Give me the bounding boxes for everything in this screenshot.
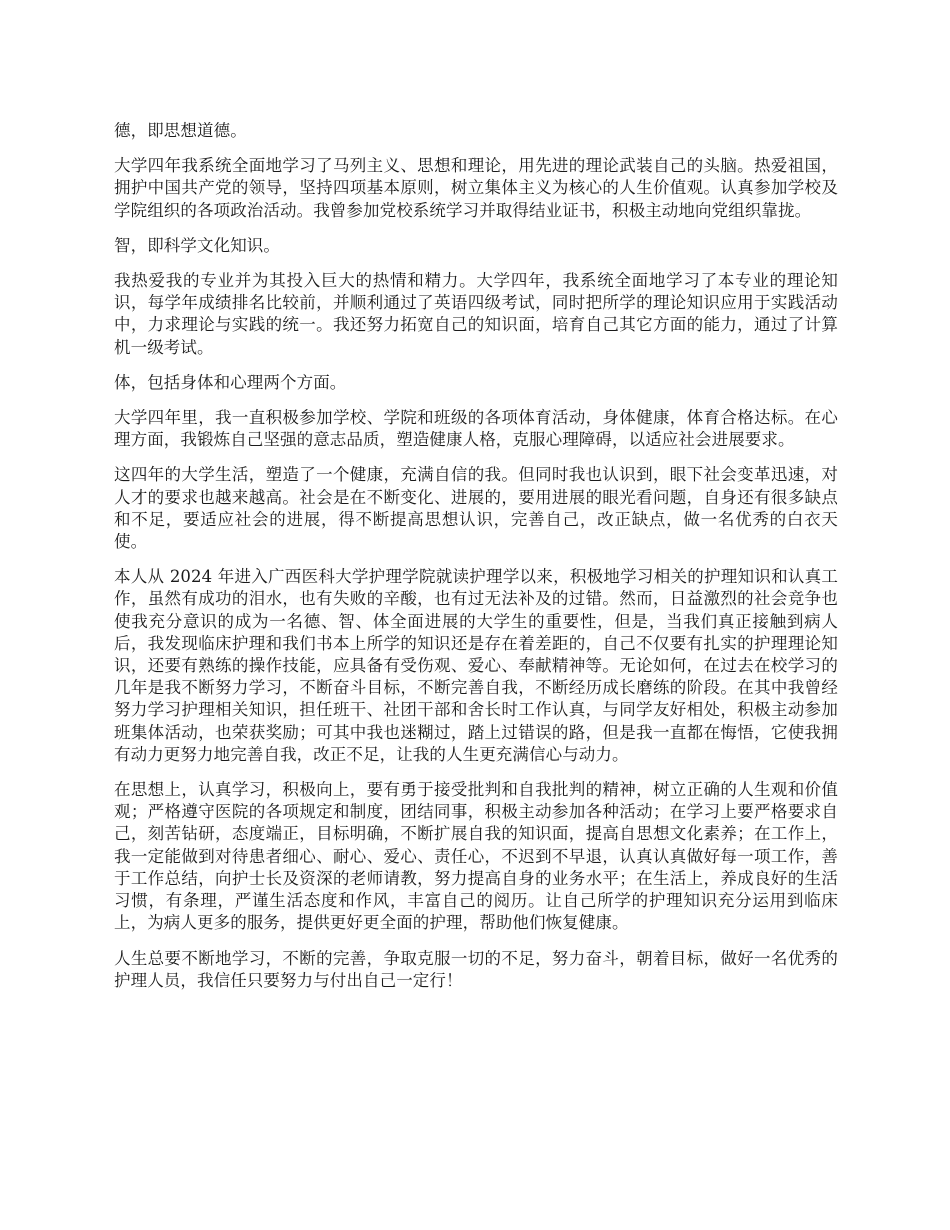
paragraph-plans: 在思想上，认真学习，积极向上，要有勇于接受批判和自我批判的精神，树立正确的人生观和价值观；严格遵守医院的各项规定和制度，团结同事，积极主动参加各种活动；在学习上要严格要求自己，刻苦钻研，态度端正，目标明确，不断扩展自我的知识面，提高自思想文化素养；在工作上，我一定能做到对待患者细心、耐心、爱心、责任心，不迟到不早退，认真认真做好每一项工作，善于工作总结，向护士长及资深的老师请教，努力提高自身的业务水平；在生活上，养成良好的生活习惯，有条理，严谨生活态度和作风，丰富自己的阅历。让自己所学的护理知识充分运用到临床上，为病人更多的服务，提供更好更全面的护理，帮助他们恢复健康。 [114,780,838,933]
paragraph-morality: 大学四年我系统全面地学习了马列主义、思想和理论，用先进的理论武装自己的头脑。热爱祖国，拥护中国共产党的领导，坚持四项基本原则，树立集体主义为核心的人生价值观。认真参加学校及学院组织的各项政治活动。我曾参加党校系统学习并取得结业证书，积极主动地向党组织靠拢。 [114,156,838,220]
paragraph-experience: 本人从 2024 年进入广西医科大学护理学院就读护理学以来，积极地学习相关的护理知识和认真工作，虽然有成功的泪水，也有失败的辛酸，也有过无法补及的过错。然而，日益激烈的社会竞争也使我充分意识的成为一名德、智、体全面进展的大学生的重要性，但是，当我们真正接触到病人后，我发现临床护理和我们书本上所学的知识还是存在着差距的，自己不仅要有扎实的护理理论知识，还要有熟练的操作技能，应具备有受伤观、爱心、奉献精神等。无论如何，在过去在校学习的几年是我不断努力学习，不断奋斗目标，不断完善自我，不断经历成长磨练的阶段。在其中我曾经努力学习护理相关知识，担任班干、社团干部和舍长时工作认真，与同学友好相处，积极主动参加班集体活动，也荣获奖励；可其中我也迷糊过，踏上过错误的路，但是我一直都在悔悟，它使我拥有动力更努力地完善自我，改正不足，让我的人生更充满信心与动力。 [114,567,838,764]
paragraph-heading-morality: 德，即思想道德。 [114,121,247,140]
document-body [114,120,838,1005]
paragraph-conclusion: 人生总要不断地学习，不断的完善，争取克服一切的不足，努力奋斗，朝着目标，做好一名优秀的护理人员，我信任只要努力与付出自己一定行！ [114,948,838,990]
paragraph-physique: 大学四年里，我一直积极参加学校、学院和班级的各项体育活动，身体健康，体育合格达标。在心理方面，我锻炼自己坚强的意志品质，塑造健康人格，克服心理障碍，以适应社会进展要求。 [114,408,838,450]
paragraph-summary: 这四年的大学生活，塑造了一个健康，充满自信的我。但同时我也认识到，眼下社会变革迅速，对人才的要求也越来越高。社会是在不断变化、进展的，要用进展的眼光看问题，自身还有很多缺点和不足，要适应社会的进展，得不断提高思想认识，完善自己，改正缺点，做一名优秀的白衣天使。 [114,465,838,552]
paragraph-intellect: 我热爱我的专业并为其投入巨大的热情和精力。大学四年，我系统全面地学习了本专业的理论知识，每学年成绩排名比较前，并顺利通过了英语四级考试，同时把所学的理论知识应用于实践活动中，力求理论与实践的统一。我还努力拓宽自己的知识面，培育自己其它方面的能力，通过了计算机一级考试。 [114,271,838,357]
paragraph-heading-physique: 体，包括身体和心理两个方面。 [114,372,347,392]
paragraph-heading-intellect: 智，即科学文化知识。 [114,235,280,255]
